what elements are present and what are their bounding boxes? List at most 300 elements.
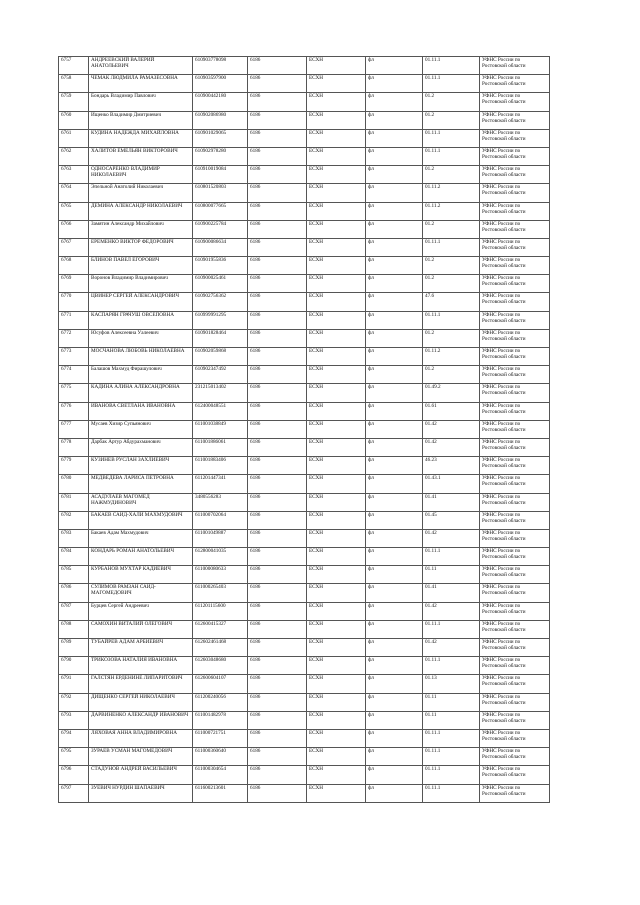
tax-regime-cell: ЕСХН bbox=[307, 348, 366, 366]
tax-authority-line-1: УФНС России по bbox=[482, 675, 521, 682]
tax-authority-line-1: УФНС России по bbox=[482, 693, 521, 700]
tax-authority-line-1: УФНС России по bbox=[482, 729, 521, 736]
taxpayer-name-cell: КУРБАНОВ МУХТАР КАДИЕВИЧ bbox=[89, 566, 193, 584]
tax-authority-line-2: Ростовской области bbox=[482, 153, 526, 160]
tax-office-code-cell: 6186 bbox=[248, 639, 307, 657]
tax-authority-cell bbox=[480, 693, 550, 711]
row-number-cell: 6767 bbox=[59, 238, 89, 256]
taxpayer-type-cell: фл bbox=[366, 529, 423, 547]
tax-office-code-cell: 6186 bbox=[248, 475, 307, 493]
tax-authority-line-1: УФНС России по bbox=[482, 548, 521, 555]
tax-authority-line-2: Ростовской области bbox=[482, 790, 526, 797]
row-number-cell: 6758 bbox=[59, 75, 89, 93]
taxpayer-type-cell: фл bbox=[366, 784, 423, 802]
taxpayer-name-cell: ЗУЕВИЧ НУРДИН ШАПАЕВИЧ bbox=[89, 784, 193, 802]
tax-regime-cell: ЕСХН bbox=[307, 238, 366, 256]
tax-authority-line-1: УФНС России по bbox=[482, 257, 521, 264]
row-number-cell: 6774 bbox=[59, 366, 89, 384]
tax-regime-cell: ЕСХН bbox=[307, 639, 366, 657]
tax-authority-line-1: УФНС России по bbox=[482, 184, 521, 191]
taxpayer-type-cell: фл bbox=[366, 220, 423, 238]
taxpayer-type-cell: фл bbox=[366, 748, 423, 766]
tax-authority-line-1: УФНС России по bbox=[482, 220, 521, 227]
taxpayer-type-cell: фл bbox=[366, 366, 423, 384]
tax-authority-line-2: Ростовской области bbox=[482, 426, 526, 433]
taxpayer-type-cell: фл bbox=[366, 675, 423, 693]
table-row bbox=[59, 220, 550, 238]
inn-cell: 610902059868 bbox=[193, 348, 248, 366]
okved-code-cell: 01.11 bbox=[423, 566, 480, 584]
row-number-cell: 6762 bbox=[59, 147, 89, 165]
tax-authority-cell bbox=[480, 238, 550, 256]
table-row bbox=[59, 511, 550, 529]
row-number-cell: 6796 bbox=[59, 766, 89, 784]
inn-cell: 610902086980 bbox=[193, 111, 248, 129]
tax-authority-line-2: Ростовской области bbox=[482, 317, 526, 324]
taxpayer-name-cell: ЕРЕМЕНКО ВИКТОР ФЕДОРОВИЧ bbox=[89, 238, 193, 256]
tax-regime-cell: ЕСХН bbox=[307, 147, 366, 165]
tax-regime-cell: ЕСХН bbox=[307, 57, 366, 75]
taxpayer-name-cell: ХАЛИТОВ ЕМЕЛЬЯН ВИКТОРОВИЧ bbox=[89, 147, 193, 165]
tax-authority-line-2: Ростовской области bbox=[482, 226, 526, 233]
tax-authority-cell bbox=[480, 584, 550, 602]
tax-office-code-cell: 6186 bbox=[248, 657, 307, 675]
inn-cell: 611001883406 bbox=[193, 457, 248, 475]
table-row bbox=[59, 766, 550, 784]
inn-cell: 612600415327 bbox=[193, 620, 248, 638]
tax-regime-cell: ЕСХН bbox=[307, 620, 366, 638]
tax-regime-cell: ЕСХН bbox=[307, 566, 366, 584]
table-row bbox=[59, 329, 550, 347]
tax-authority-line-1: УФНС России по bbox=[482, 57, 521, 63]
inn-cell: 612600604107 bbox=[193, 675, 248, 693]
okved-code-cell: 47.6 bbox=[423, 293, 480, 311]
tax-authority-line-2: Ростовской области bbox=[482, 681, 526, 688]
taxpayer-type-cell: фл bbox=[366, 147, 423, 165]
taxpayer-type-cell: фл bbox=[366, 111, 423, 129]
table-row bbox=[59, 475, 550, 493]
tax-authority-cell bbox=[480, 639, 550, 657]
okved-code-cell: 01.11.1 bbox=[423, 129, 480, 147]
tax-authority-line-2: Ростовской области bbox=[482, 444, 526, 451]
tax-authority-line-2: Ростовской области bbox=[482, 590, 526, 597]
inn-cell: 611001482978 bbox=[193, 711, 248, 729]
tax-authority-line-1: УФНС России по bbox=[482, 475, 521, 482]
taxpayer-type-cell: фл bbox=[366, 75, 423, 93]
taxpayer-type-cell: фл bbox=[366, 348, 423, 366]
row-number-cell: 6759 bbox=[59, 93, 89, 111]
tax-authority-cell bbox=[480, 348, 550, 366]
okved-code-cell: 01.11.1 bbox=[423, 311, 480, 329]
row-number-cell: 6757 bbox=[59, 57, 89, 75]
tax-office-code-cell: 6186 bbox=[248, 75, 307, 93]
tax-authority-cell bbox=[480, 493, 550, 511]
taxpayer-type-cell: фл bbox=[366, 511, 423, 529]
tax-authority-line-1: УФНС России по bbox=[482, 111, 521, 118]
okved-code-cell: 01.13 bbox=[423, 675, 480, 693]
tax-regime-cell: ЕСХН bbox=[307, 293, 366, 311]
okved-code-cell: 01.11.1 bbox=[423, 238, 480, 256]
table-row bbox=[59, 348, 550, 366]
inn-cell: 610900442180 bbox=[193, 93, 248, 111]
taxpayer-type-cell: фл bbox=[366, 311, 423, 329]
tax-authority-cell bbox=[480, 675, 550, 693]
taxpayer-type-cell: фл bbox=[366, 457, 423, 475]
taxpayer-name-cell: ГАЛСТЯН ЕРДЕНИНЕ ЛИПАРИТОВИЧ bbox=[89, 675, 193, 693]
okved-code-cell: 01.2 bbox=[423, 275, 480, 293]
tax-authority-cell bbox=[480, 147, 550, 165]
tax-office-code-cell: 6186 bbox=[248, 220, 307, 238]
inn-cell: 611001049887 bbox=[193, 529, 248, 547]
taxpayer-type-cell: фл bbox=[366, 129, 423, 147]
tax-office-code-cell: 6186 bbox=[248, 457, 307, 475]
tax-authority-line-2: Ростовской области bbox=[482, 63, 526, 69]
tax-authority-line-1: УФНС России по bbox=[482, 511, 521, 518]
taxpayer-name-cell: ДИЩЕНКО СЕРГЕЙ НИКОЛАЕВИЧ bbox=[89, 693, 193, 711]
row-number-cell: 6778 bbox=[59, 438, 89, 456]
taxpayer-name-cell: ЧЕМАК ЛЮДМИЛА РАМАЗЕСОВНА bbox=[89, 75, 193, 93]
taxpayer-type-cell: фл bbox=[366, 420, 423, 438]
tax-office-code-cell: 6186 bbox=[248, 548, 307, 566]
inn-cell: 611000721751 bbox=[193, 729, 248, 747]
okved-code-cell: 46.23 bbox=[423, 457, 480, 475]
okved-code-cell: 01.2 bbox=[423, 111, 480, 129]
tax-authority-line-2: Ростовской области bbox=[482, 535, 526, 542]
inn-cell: 611001886061 bbox=[193, 438, 248, 456]
row-number-cell: 6776 bbox=[59, 402, 89, 420]
taxpayer-type-cell: фл bbox=[366, 166, 423, 184]
tax-authority-line-1: УФНС России по bbox=[482, 147, 521, 154]
tax-authority-cell bbox=[480, 711, 550, 729]
tax-authority-line-2: Ростовской области bbox=[482, 281, 526, 288]
tax-regime-cell: ЕСХН bbox=[307, 366, 366, 384]
tax-authority-line-2: Ростовской области bbox=[482, 754, 526, 761]
tax-authority-line-1: УФНС России по bbox=[482, 529, 521, 536]
okved-code-cell: 01.11.1 bbox=[423, 748, 480, 766]
tax-authority-line-2: Ростовской области bbox=[482, 190, 526, 197]
tax-regime-cell: ЕСХН bbox=[307, 275, 366, 293]
row-number-cell: 6770 bbox=[59, 293, 89, 311]
table-row bbox=[59, 438, 550, 456]
tax-authority-line-1: УФНС России по bbox=[482, 420, 521, 427]
tax-regime-cell: ЕСХН bbox=[307, 529, 366, 547]
tax-office-code-cell: 6186 bbox=[248, 384, 307, 402]
tax-office-code-cell: 6186 bbox=[248, 311, 307, 329]
taxpayer-name-cell: ИВАНОВА СВЕТЛАНА ИВАНОВНА bbox=[89, 402, 193, 420]
inn-cell: 610903778098 bbox=[193, 57, 248, 75]
tax-office-code-cell: 6186 bbox=[248, 511, 307, 529]
tax-office-code-cell: 6186 bbox=[248, 729, 307, 747]
tax-regime-cell: ЕСХН bbox=[307, 711, 366, 729]
tax-authority-cell bbox=[480, 311, 550, 329]
tax-authority-line-1: УФНС России по bbox=[482, 93, 521, 100]
tax-office-code-cell: 6186 bbox=[248, 602, 307, 620]
table-row bbox=[59, 202, 550, 220]
inn-cell: 611000304654 bbox=[193, 766, 248, 784]
tax-authority-line-2: Ростовской области bbox=[482, 481, 526, 488]
tax-authority-line-1: УФНС России по bbox=[482, 584, 521, 591]
table-row bbox=[59, 166, 550, 184]
tax-regime-cell: ЕСХН bbox=[307, 657, 366, 675]
tax-authority-line-1: УФНС России по bbox=[482, 438, 521, 445]
tax-authority-cell bbox=[480, 657, 550, 675]
row-number-cell: 6777 bbox=[59, 420, 89, 438]
table-row bbox=[59, 75, 550, 93]
tax-authority-cell bbox=[480, 475, 550, 493]
taxpayer-name-cell: КУДИНА НАДЕЖДА МИХАЙЛОВНА bbox=[89, 129, 193, 147]
okved-code-cell: 01.42 bbox=[423, 438, 480, 456]
tax-regime-cell: ЕСХН bbox=[307, 420, 366, 438]
tax-office-code-cell: 6186 bbox=[248, 329, 307, 347]
tax-regime-cell: ЕСХН bbox=[307, 202, 366, 220]
tax-authority-line-1: УФНС России по bbox=[482, 639, 521, 645]
taxpayer-name-cell: ДЕМИНА АЛЕКСАНДР НИКОЛАЕВИЧ bbox=[89, 202, 193, 220]
tax-authority-line-1: УФНС России по bbox=[482, 329, 521, 336]
tax-authority-line-2: Ростовской области bbox=[482, 645, 526, 651]
table-row bbox=[59, 93, 550, 111]
table-row bbox=[59, 384, 550, 402]
tax-authority-line-1: УФНС России по bbox=[482, 657, 521, 664]
tax-authority-line-1: УФНС России по bbox=[482, 293, 521, 300]
taxpayer-type-cell: фл bbox=[366, 202, 423, 220]
tax-authority-line-1: УФНС России по bbox=[482, 275, 521, 282]
taxpayer-name-cell: БАКАЕВ САИД-ХАЛИ МАХМУДОВИЧ bbox=[89, 511, 193, 529]
tax-authority-line-1: УФНС России по bbox=[482, 766, 521, 773]
table-row bbox=[59, 184, 550, 202]
table-row bbox=[59, 657, 550, 675]
tax-regime-cell: ЕСХН bbox=[307, 693, 366, 711]
registry-table-body bbox=[59, 57, 550, 803]
inn-cell: 610801520803 bbox=[193, 184, 248, 202]
tax-authority-line-2: Ростовской области bbox=[482, 372, 526, 379]
okved-code-cell: 01.42 bbox=[423, 639, 480, 657]
tax-authority-cell bbox=[480, 566, 550, 584]
tax-office-code-cell: 6186 bbox=[248, 275, 307, 293]
okved-code-cell: 01.11.2 bbox=[423, 348, 480, 366]
table-row bbox=[59, 784, 550, 802]
tax-authority-line-2: Ростовской области bbox=[482, 244, 526, 251]
okved-code-cell: 01.11.1 bbox=[423, 75, 480, 93]
taxpayer-name-cell: СТАДУНОВ АНДРЕЙ ВАСИЛЬЕВИЧ bbox=[89, 766, 193, 784]
taxpayer-name-cell: БЛИНОВ ПАВЕЛ ЕГОРОВИЧ bbox=[89, 257, 193, 275]
tax-regime-cell: ЕСХН bbox=[307, 548, 366, 566]
inn-cell: 611000360640 bbox=[193, 748, 248, 766]
table-row bbox=[59, 129, 550, 147]
table-row bbox=[59, 711, 550, 729]
okved-code-cell: 01.2 bbox=[423, 257, 480, 275]
tax-office-code-cell: 6186 bbox=[248, 529, 307, 547]
taxpayer-name-cell: ТУБАЙРЕВ АДАМ АРБИЕВИЧ bbox=[89, 639, 193, 657]
table-row bbox=[59, 366, 550, 384]
tax-authority-line-1: УФНС России по bbox=[482, 384, 521, 391]
taxpayer-type-cell: фл bbox=[366, 329, 423, 347]
tax-authority-cell bbox=[480, 748, 550, 766]
tax-authority-cell bbox=[480, 111, 550, 129]
tax-authority-line-2: Ростовской области bbox=[482, 390, 526, 397]
okved-code-cell: 01.45 bbox=[423, 511, 480, 529]
tax-regime-cell: ЕСХН bbox=[307, 475, 366, 493]
tax-authority-line-2: Ростовской области bbox=[482, 354, 526, 360]
tax-authority-line-1: УФНС России по bbox=[482, 748, 521, 755]
tax-authority-line-2: Ростовской области bbox=[482, 99, 526, 106]
tax-authority-cell bbox=[480, 166, 550, 184]
tax-authority-cell bbox=[480, 293, 550, 311]
row-number-cell: 6787 bbox=[59, 602, 89, 620]
taxpayer-type-cell: фл bbox=[366, 238, 423, 256]
taxpayer-type-cell: фл bbox=[366, 711, 423, 729]
taxpayer-name-cell: МОСЧАНОВА ЛЮБОВЬ НИКОЛАЕВНА bbox=[89, 348, 193, 366]
row-number-cell: 6784 bbox=[59, 548, 89, 566]
tax-office-code-cell: 6186 bbox=[248, 366, 307, 384]
inn-cell: 611201447341 bbox=[193, 475, 248, 493]
inn-cell: 610902756362 bbox=[193, 293, 248, 311]
tax-regime-cell: ЕСХН bbox=[307, 184, 366, 202]
tax-office-code-cell: 6186 bbox=[248, 402, 307, 420]
tax-office-code-cell: 6186 bbox=[248, 129, 307, 147]
tax-authority-line-1: УФНС России по bbox=[482, 311, 521, 318]
tax-authority-line-1: УФНС России по bbox=[482, 602, 521, 609]
tax-office-code-cell: 6186 bbox=[248, 257, 307, 275]
table-row bbox=[59, 111, 550, 129]
row-number-cell: 6761 bbox=[59, 129, 89, 147]
okved-code-cell: 01.2 bbox=[423, 166, 480, 184]
table-row bbox=[59, 639, 550, 657]
row-number-cell: 6766 bbox=[59, 220, 89, 238]
tax-regime-cell: ЕСХН bbox=[307, 93, 366, 111]
row-number-cell: 6791 bbox=[59, 675, 89, 693]
okved-code-cell: 01.11.2 bbox=[423, 184, 480, 202]
tax-office-code-cell: 6186 bbox=[248, 566, 307, 584]
tax-office-code-cell: 6186 bbox=[248, 93, 307, 111]
tax-office-code-cell: 6186 bbox=[248, 693, 307, 711]
row-number-cell: 6795 bbox=[59, 748, 89, 766]
tax-authority-cell bbox=[480, 784, 550, 802]
tax-office-code-cell: 6186 bbox=[248, 147, 307, 165]
inn-cell: 610900225784 bbox=[193, 220, 248, 238]
table-row bbox=[59, 402, 550, 420]
inn-cell: 610900086634 bbox=[193, 238, 248, 256]
tax-authority-cell bbox=[480, 329, 550, 347]
tax-regime-cell: ЕСХН bbox=[307, 311, 366, 329]
taxpayer-name-cell: ОДНОСАРЕНКО ВЛАДИМИР НИКОЛАЕВИЧ bbox=[89, 166, 193, 184]
table-row bbox=[59, 566, 550, 584]
taxpayer-type-cell: фл bbox=[366, 93, 423, 111]
taxpayer-name-cell: АНДРЕЕВСКИЙ ВАЛЕРИЙ АНАТОЛЬЕВИЧ bbox=[89, 57, 193, 75]
table-row bbox=[59, 529, 550, 547]
tax-authority-cell bbox=[480, 729, 550, 747]
inn-cell: 612603048680 bbox=[193, 657, 248, 675]
tax-office-code-cell: 6186 bbox=[248, 784, 307, 802]
tax-office-code-cell: 6186 bbox=[248, 184, 307, 202]
tax-regime-cell: ЕСХН bbox=[307, 111, 366, 129]
row-number-cell: 6780 bbox=[59, 475, 89, 493]
row-number-cell: 6788 bbox=[59, 620, 89, 638]
tax-authority-cell bbox=[480, 57, 550, 75]
inn-cell: 231215013402 bbox=[193, 384, 248, 402]
table-row bbox=[59, 147, 550, 165]
table-row bbox=[59, 275, 550, 293]
okved-code-cell: 01.49.2 bbox=[423, 384, 480, 402]
taxpayer-type-cell: фл bbox=[366, 639, 423, 657]
tax-authority-line-2: Ростовской области bbox=[482, 263, 526, 270]
taxpayer-type-cell: фл bbox=[366, 729, 423, 747]
row-number-cell: 6768 bbox=[59, 257, 89, 275]
okved-code-cell: 01.11.1 bbox=[423, 766, 480, 784]
taxpayer-name-cell: Ищенко Владимир Дмитриевич bbox=[89, 111, 193, 129]
taxpayer-type-cell: фл bbox=[366, 602, 423, 620]
tax-authority-cell bbox=[480, 548, 550, 566]
taxpayer-type-cell: фл bbox=[366, 693, 423, 711]
taxpayer-name-cell: Дарбак Артур Абдурахманович bbox=[89, 438, 193, 456]
tax-authority-line-1: УФНС России по bbox=[482, 402, 521, 409]
taxpayer-type-cell: фл bbox=[366, 402, 423, 420]
inn-cell: 612400048551 bbox=[193, 402, 248, 420]
tax-authority-cell bbox=[480, 202, 550, 220]
tax-regime-cell: ЕСХН bbox=[307, 766, 366, 784]
inn-cell: 611000265403 bbox=[193, 584, 248, 602]
taxpayer-name-cell: ЦВИНЕР СЕРГЕЙ АЛЕКСАНДРОВИЧ bbox=[89, 293, 193, 311]
taxpayer-name-cell: КОНДАРЬ РОМАН АНАТОЛЬЕВИЧ bbox=[89, 548, 193, 566]
tax-authority-cell bbox=[480, 384, 550, 402]
tax-regime-cell: ЕСХН bbox=[307, 166, 366, 184]
tax-office-code-cell: 6186 bbox=[248, 166, 307, 184]
tax-authority-line-2: Ростовской области bbox=[482, 299, 526, 306]
tax-authority-cell bbox=[480, 402, 550, 420]
table-row bbox=[59, 257, 550, 275]
tax-authority-line-2: Ростовской области bbox=[482, 117, 526, 124]
okved-code-cell: 01.11.2 bbox=[423, 202, 480, 220]
okved-code-cell: 01.11.1 bbox=[423, 729, 480, 747]
tax-regime-cell: ЕСХН bbox=[307, 511, 366, 529]
inn-cell: 611001038849 bbox=[193, 420, 248, 438]
inn-cell: 611600213601 bbox=[193, 784, 248, 802]
taxpayer-name-cell: МЕДВЕДЕВА ЛАРИСА ПЕТРОВНА bbox=[89, 475, 193, 493]
row-number-cell: 6769 bbox=[59, 275, 89, 293]
row-number-cell: 6764 bbox=[59, 184, 89, 202]
okved-code-cell: 01.11.1 bbox=[423, 147, 480, 165]
tax-regime-cell: ЕСХН bbox=[307, 220, 366, 238]
tax-authority-line-2: Ростовской области bbox=[482, 608, 526, 615]
taxpayer-name-cell: Юсуфов Алексеевна Уалеевич bbox=[89, 329, 193, 347]
inn-cell: 610903597900 bbox=[193, 75, 248, 93]
okved-code-cell: 01.11.1 bbox=[423, 784, 480, 802]
tax-authority-line-2: Ростовской области bbox=[482, 554, 526, 561]
tax-regime-cell: ЕСХН bbox=[307, 748, 366, 766]
okved-code-cell: 01.11.1 bbox=[423, 657, 480, 675]
tax-office-code-cell: 6186 bbox=[248, 348, 307, 366]
taxpayer-type-cell: фл bbox=[366, 293, 423, 311]
tax-authority-line-2: Ростовской области bbox=[482, 626, 526, 633]
tax-authority-cell bbox=[480, 93, 550, 111]
okved-code-cell: 01.2 bbox=[423, 220, 480, 238]
tax-authority-line-1: УФНС России по bbox=[482, 566, 521, 573]
tax-office-code-cell: 6186 bbox=[248, 493, 307, 511]
taxpayer-name-cell: КАСПАРЯН ГРАЧУШ ОВСЕПОВНА bbox=[89, 311, 193, 329]
tax-authority-line-1: УФНС России по bbox=[482, 166, 521, 173]
row-number-cell: 6794 bbox=[59, 729, 89, 747]
tax-regime-cell: ЕСХН bbox=[307, 329, 366, 347]
inn-cell: 610901955836 bbox=[193, 257, 248, 275]
tax-regime-cell: ЕСХН bbox=[307, 729, 366, 747]
inn-cell: 610901029065 bbox=[193, 129, 248, 147]
tax-office-code-cell: 6186 bbox=[248, 238, 307, 256]
inn-cell: 611200240056 bbox=[193, 693, 248, 711]
taxpayer-name-cell: Мусаев Хизир Супьянович bbox=[89, 420, 193, 438]
tax-authority-cell bbox=[480, 257, 550, 275]
tax-authority-line-2: Ростовской области bbox=[482, 572, 526, 579]
tax-authority-line-1: УФНС России по bbox=[482, 784, 521, 791]
inn-cell: 610902347492 bbox=[193, 366, 248, 384]
